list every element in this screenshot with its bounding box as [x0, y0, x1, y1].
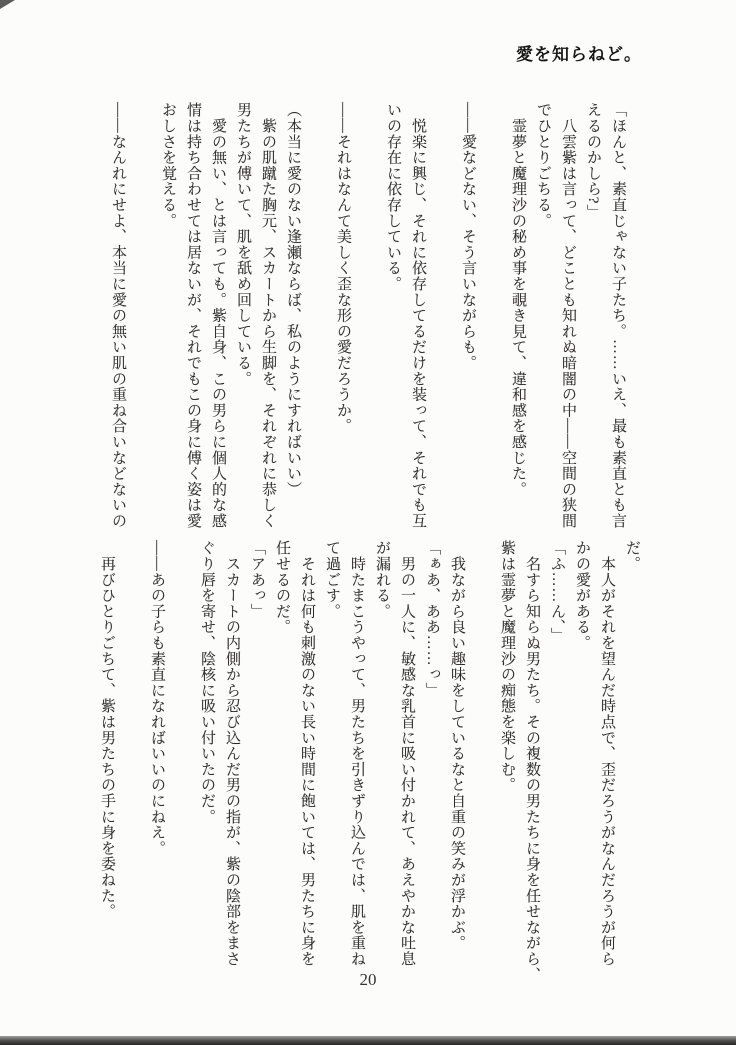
text-column: 紫は霊夢と魔理沙の痴態を楽しむ。: [499, 540, 515, 793]
text-column: 情は持ち合わせては居ないが、それでもこの身に傅く姿は愛: [185, 102, 201, 529]
text-column: ――あの子らも素直になればいいのにねえ。: [149, 540, 165, 856]
text-column: 八雲紫は言って、どことも知れぬ暗闇の中――空間の狭間: [560, 102, 576, 529]
text-column: でひとりごちる。: [535, 102, 551, 229]
text-column: 時たまこうやって、男たちを引きずり込んでは、肌を重ね: [349, 540, 365, 967]
text-column-blank: [355, 102, 380, 532]
text-column-blank: [430, 102, 455, 532]
text-column: 「ほんと、素直じゃない子たち。……いえ、最も素直とも言: [610, 102, 626, 529]
text-column-blank: [305, 102, 330, 532]
text-column: いの存在に依存している。: [385, 102, 401, 292]
text-column: 「ぁあ、ああ……っ」: [424, 540, 440, 698]
scan-corner-artifact: [0, 0, 15, 9]
text-column: 「アあっ」: [249, 540, 265, 619]
upper-text-block: [105, 102, 630, 532]
text-column: 愛の無い、とは言っても。紫自身、この男らに個人的な感: [210, 102, 226, 529]
text-column-blank: [119, 540, 144, 970]
text-column: ――それはなんて美しく歪な形の愛だろうか。: [335, 102, 351, 434]
text-column: 男の一人に、敏感な乳首に吸い付かれて、あえやかな吐息: [399, 540, 415, 967]
text-column: て過ごす。: [324, 540, 340, 619]
page-number: 20: [359, 970, 377, 989]
text-column: 男たちが傅いて、肌を舐め回している。: [235, 102, 251, 387]
text-column-blank: [480, 102, 505, 532]
scan-bottom-edge-artifact: [0, 1036, 736, 1045]
text-column: 再びひとりごちて、紫は男たちの手に身を委ねた。: [99, 540, 115, 920]
text-column: ――なんれにせよ、本当に愛の無い肌の重ね合いなどないの: [110, 102, 126, 529]
text-column: 名すら知らぬ男たち。その複数の男たちに身を任せながら、: [524, 540, 540, 983]
text-column-blank: [469, 540, 494, 970]
text-column: それは何も刺激のない長い時間に飽いては、男たちに身を: [299, 540, 315, 967]
text-column: だ。: [624, 540, 640, 572]
text-column: （本当に愛のない逢瀬ならば、私のようにすればいい）: [285, 102, 301, 497]
header-title: 愛を知らねど。: [516, 45, 642, 64]
text-column-blank: [169, 540, 194, 970]
text-column: 任せるのだ。: [274, 540, 290, 635]
text-column: ぐり唇を寄せ、陰核に吸い付いたのだ。: [199, 540, 215, 825]
text-column: 霊夢と魔理沙の秘め事を覗き見て、違和感を感じた。: [510, 102, 526, 497]
text-column-blank: [130, 102, 155, 532]
text-column: えるのかしら?」: [585, 102, 601, 221]
text-column: 本人がそれを望んだ時点で、歪だろうがなんだろうが何ら: [599, 540, 615, 967]
text-column: スカートの内側から忍び込んだ男の指が、紫の陰部をまさ: [224, 540, 240, 967]
text-column: 我ながら良い趣味をしているなと自重の笑みが浮かぶ。: [449, 540, 465, 951]
text-column: 「ふ……ん、」: [549, 540, 565, 644]
text-column: ――愛などない、そう言いながらも。: [460, 102, 476, 371]
text-column: が漏れる。: [374, 540, 390, 619]
text-column: 紫の肌蹴た胸元、スカートから生脚を、それぞれに恭しく: [260, 102, 276, 529]
text-column: おしさを覚える。: [160, 102, 176, 229]
text-column: かの愛がある。: [574, 540, 590, 651]
text-column: 悦楽に興じ、それに依存してるだけを装って、それでも互: [410, 102, 426, 529]
